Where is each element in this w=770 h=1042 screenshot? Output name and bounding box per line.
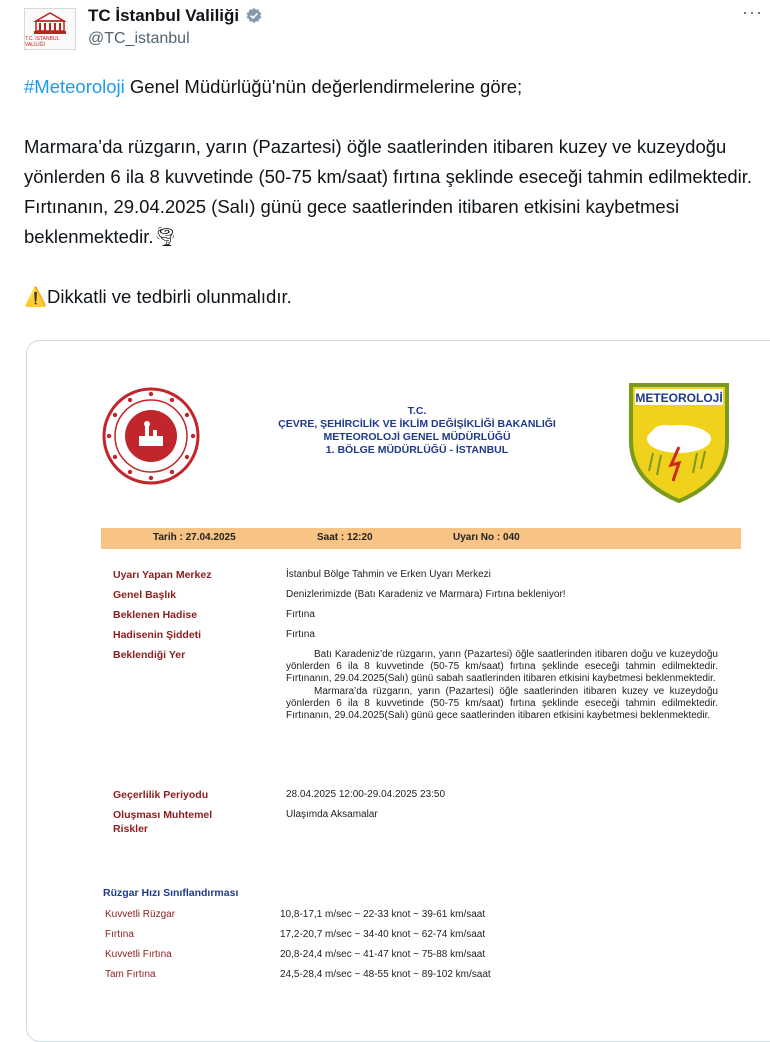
tweet-paragraph-text: Marmara’da rüzgarın, yarın (Pazartesi) öğle saatlerinden itibaren kuzey ve kuzeydoğu yönlerden 6 ila 8 kuvvetinde (50-75 km/saat) fırtına şeklinde eseceği tahmin edilmektedir. Fırtınanın, 29.04.2025 (Salı) günü gece saatlerinden itibaren etkisini kaybetmesi beklenmektedir.: [24, 136, 753, 247]
description-paragraph-2: Marmara’da rüzgarın, yarın (Pazartesi) öğle saatlerinden itibaren kuzey ve kuzeydoğu yönlerden 6 ila 8 kuvvetinde (50-75 km/saat) fırtına şeklinde eseceği tahmin edilmektedir. Fırtınanın, 29.04.2025(Salı) günü gece saatlerinden itibaren etkisini kaybetmesi beklenmektedir.: [286, 685, 718, 722]
warning-emoji: ⚠️: [24, 286, 48, 307]
warning-time: Saat : 12:20: [317, 532, 373, 543]
meteorology-logo-icon: [627, 381, 731, 503]
risk-label-line-1: Oluşması Muhtemel: [113, 809, 213, 821]
verified-badge-icon: [245, 7, 263, 25]
avatar-caption: T.C. İSTANBUL VALİLİĞİ: [25, 35, 60, 48]
validity-value: 28.04.2025 12:00-29.04.2025 23:50: [286, 789, 446, 800]
wind-class-value: 10,8-17,1 m/sec ~ 22-33 knot ~ 39-61 km/saat: [280, 909, 486, 920]
wind-class-value: 17,2-20,7 m/sec ~ 34-40 knot ~ 62-74 km/saat: [280, 929, 486, 940]
account-name[interactable]: [88, 6, 263, 26]
warning-info-bar: [101, 528, 741, 549]
wind-class-name: Kuvvetli Fırtına: [105, 949, 172, 960]
header-line-2: ÇEVRE, ŞEHİRCİLİK VE İKLİM DEĞİŞİKLİĞİ BAKANLIĞI: [278, 418, 556, 430]
governorship-building-icon: [32, 11, 68, 35]
logo-text: METEOROLOJİ: [635, 391, 723, 405]
wind-class-name: Fırtına: [105, 929, 134, 940]
warning-description: [286, 649, 718, 722]
account-avatar[interactable]: [24, 8, 76, 50]
tweet-text: [24, 72, 764, 312]
risk-value: Ulaşımda Aksamalar: [286, 809, 378, 820]
header-line-4: 1. BÖLGE MÜDÜRLÜĞÜ - İSTANBUL: [325, 444, 509, 456]
field-label-center: Uyarı Yapan Merkez: [113, 569, 212, 581]
warning-date: Tarih : 27.04.2025: [153, 532, 236, 543]
header-line-1: T.C.: [407, 405, 427, 417]
wind-class-name: Tam Fırtına: [105, 969, 156, 980]
validity-label: Geçerlilik Periyodu: [113, 789, 209, 801]
tweet-warning: [24, 282, 764, 312]
more-options-icon[interactable]: ···: [742, 2, 763, 22]
attached-document-image[interactable]: [26, 340, 770, 1042]
wind-class-name: Kuvvetli Rüzgar: [105, 909, 176, 920]
field-label-event: Beklenen Hadise: [113, 609, 198, 621]
field-value-severity: Fırtına: [286, 629, 315, 640]
field-value-center: İstanbul Bölge Tahmin ve Erken Uyarı Merkezi: [286, 569, 491, 580]
document-header: [207, 405, 627, 457]
field-value-event: Fırtına: [286, 609, 315, 620]
warning-text: Dikkatli ve tedbirli olunmalıdır.: [47, 286, 292, 307]
tweet-line-1-rest: Genel Müdürlüğü'nün değerlendirmelerine göre;: [124, 76, 523, 97]
header-line-3: METEOROLOJİ GENEL MÜDÜRLÜĞÜ: [323, 431, 511, 443]
tweet-paragraph: [24, 132, 764, 252]
field-label-location: Beklendiği Yer: [113, 649, 186, 661]
tweet-line-1: [24, 72, 764, 102]
wind-class-value: 24,5-28,4 m/sec ~ 48-55 knot ~ 89-102 km/saat: [280, 969, 491, 980]
account-name-text: TC İstanbul Valiliği: [88, 6, 240, 25]
wind-class-value: 20,8-24,4 m/sec ~ 41-47 knot ~ 75-88 km/saat: [280, 949, 486, 960]
account-handle[interactable]: @TC_istanbul: [88, 30, 190, 47]
risk-label-line-2: Riskler: [113, 823, 149, 835]
field-label-severity: Hadisenin Şiddeti: [113, 629, 202, 641]
description-paragraph-1: Batı Karadeniz’de rüzgarın, yarın (Pazartesi) öğle saatlerinden itibaren doğu ve kuzeydoğu yönlerden 6 ila 8 kuvvetinde (50-75 km/saat) fırtına şeklinde eseceği tahmin edilmektedir. Fırtınanın, 29.04.2025(Salı) günü sabah saatlerinden itibaren etkisini kaybetmesi beklenmektedir.: [286, 649, 718, 685]
hashtag-link[interactable]: #Meteoroloji: [24, 76, 125, 97]
field-value-title: Denizlerimizde (Batı Karadeniz ve Marmara) Fırtına bekleniyor!: [286, 589, 566, 600]
field-label-title: Genel Başlık: [113, 589, 177, 601]
tornado-emoji: 🌪: [153, 226, 178, 247]
tweet-header: [0, 0, 770, 60]
ministry-seal-icon: [101, 386, 201, 486]
wind-classification-title: Rüzgar Hızı Sınıflandırması: [103, 887, 239, 899]
warning-number: Uyarı No : 040: [453, 532, 520, 543]
